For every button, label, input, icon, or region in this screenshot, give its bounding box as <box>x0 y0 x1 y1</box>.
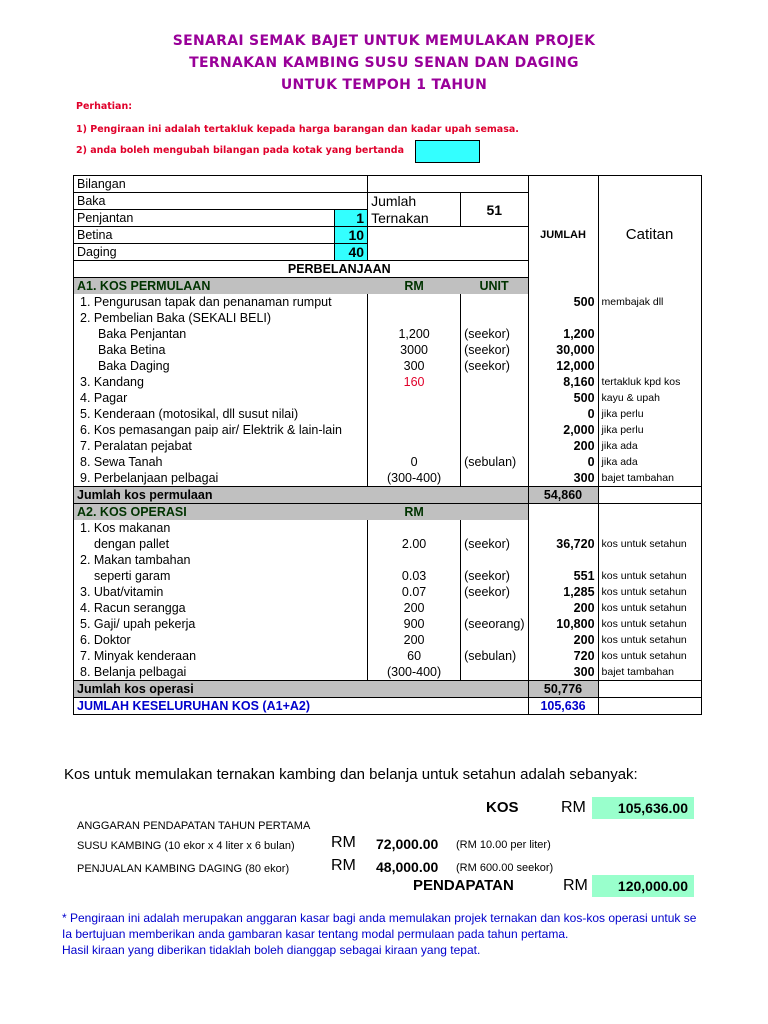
susu-note: (RM 10.00 per liter) <box>456 839 551 851</box>
jumlah-header: JUMLAH <box>528 176 598 295</box>
susu-value: 72,000.00 <box>376 836 439 852</box>
jumlah-ternakan-value: 51 <box>461 193 528 227</box>
table-row: 9. Perbelanjaan pelbagai (300-400) 300 bajet tambahan <box>74 470 702 487</box>
table-row: 6. Kos pemasangan paip air/ Elektrik & lain-lain 2,000 jika perlu <box>74 422 702 438</box>
susu-label: SUSU KAMBING (10 ekor x 4 liter x 6 bulan) <box>77 840 295 852</box>
table-row: 2. Makan tambahan <box>74 552 702 568</box>
penjantan-input[interactable]: 1 <box>335 210 368 227</box>
notice-heading: Perhatian: <box>76 101 133 112</box>
income-heading: ANGGARAN PENDAPATAN TAHUN PERTAMA <box>77 820 311 832</box>
penjantan-label: Penjantan <box>74 210 335 227</box>
table-row: 8. Belanja pelbagai (300-400) 300 bajet tambahan <box>74 664 702 681</box>
a1-rm-header: RM <box>368 278 461 295</box>
kos-rm: RM <box>561 799 586 816</box>
table-row: dengan pallet 2.00 (seekor) 36,720 kos untuk setahun <box>74 536 702 552</box>
pendapatan-value: 120,000.00 <box>592 875 694 897</box>
jual-label: PENJUALAN KAMBING DAGING (80 ekor) <box>77 863 290 875</box>
a2-heading: A2. KOS OPERASI <box>74 504 335 521</box>
footnote-line-1: * Pengiraan ini adalah merupakan anggaran kasar bagi anda memulakan projek ternakan dan kos-kos operasi untuk se <box>62 911 697 925</box>
betina-label: Betina <box>74 227 335 244</box>
daging-input[interactable]: 40 <box>335 244 368 261</box>
betina-input[interactable]: 10 <box>335 227 368 244</box>
title-line-1: SENARAI SEMAK BAJET UNTUK MEMULAKAN PROJEK <box>172 33 596 49</box>
a2-total-value: 50,776 <box>528 681 598 698</box>
table-row: 1. Pengurusan tapak dan penanaman rumput 500 membajak dll <box>74 294 702 310</box>
table-row: 7. Minyak kenderaan 60 (sebulan) 720 kos untuk setahun <box>74 648 702 664</box>
jual-note: (RM 600.00 seekor) <box>456 862 554 874</box>
grand-total-value: 105,636 <box>528 698 598 715</box>
kos-label: KOS <box>486 799 519 816</box>
notice-item-1: 1) Pengiraan ini adalah tertakluk kepada harga barangan dan kadar upah semasa. <box>76 124 519 135</box>
table-row: 5. Gaji/ upah pekerja 900 (seeorang) 10,800 kos untuk setahun <box>74 616 702 632</box>
a1-total-value: 54,860 <box>528 487 598 504</box>
table-row: 6. Doktor 200 200 kos untuk setahun <box>74 632 702 648</box>
table-row: Baka Betina 3000 (seekor) 30,000 <box>74 342 702 358</box>
grand-total-label: JUMLAH KESELURUHAN KOS (A1+A2) <box>74 698 529 715</box>
bilangan-label: Bilangan <box>74 176 335 193</box>
pendapatan-rm: RM <box>563 877 588 894</box>
editable-cell-legend <box>415 140 480 163</box>
a1-heading: A1. KOS PERMULAAN <box>74 278 335 295</box>
catitan-header: Catitan <box>598 176 701 295</box>
pendapatan-label: PENDAPATAN <box>413 877 514 894</box>
title-line-2: TERNAKAN KAMBING SUSU SENAN DAN DAGING <box>189 55 579 71</box>
title-line-3: UNTUK TEMPOH 1 TAHUN <box>280 77 488 93</box>
susu-rm: RM <box>331 834 356 851</box>
a1-unit-header: UNIT <box>461 278 528 295</box>
jumlah-ternakan-label-1: Jumlah <box>368 193 461 210</box>
perbelanjaan-heading: PERBELANJAAN <box>74 261 529 278</box>
table-row: 3. Kandang 160 8,160 tertakluk kpd kos <box>74 374 702 390</box>
a1-total-label: Jumlah kos permulaan <box>74 487 335 504</box>
notice-item-2: 2) anda boleh mengubah bilangan pada kotak yang bertanda <box>76 145 404 156</box>
table-row: 8. Sewa Tanah 0 (sebulan) 0 jika ada <box>74 454 702 470</box>
daging-label: Daging <box>74 244 335 261</box>
table-row: Baka Daging 300 (seekor) 12,000 <box>74 358 702 374</box>
table-row: 3. Ubat/vitamin 0.07 (seekor) 1,285 kos untuk setahun <box>74 584 702 600</box>
table-row: 1. Kos makanan <box>74 520 702 536</box>
jual-value: 48,000.00 <box>376 859 439 875</box>
a2-rm-header: RM <box>368 504 461 521</box>
summary-sentence: Kos untuk memulakan ternakan kambing dan belanja untuk setahun adalah sebanyak: <box>64 766 638 783</box>
budget-table <box>73 175 702 715</box>
table-row: Baka Penjantan 1,200 (seekor) 1,200 <box>74 326 702 342</box>
table-row: 4. Pagar 500 kayu & upah <box>74 390 702 406</box>
table-row: 7. Peralatan pejabat 200 jika ada <box>74 438 702 454</box>
table-row: seperti garam 0.03 (seekor) 551 kos untuk setahun <box>74 568 702 584</box>
jumlah-ternakan-label-2: Ternakan <box>368 210 461 227</box>
kos-value: 105,636.00 <box>592 797 694 819</box>
baka-label: Baka <box>74 193 335 210</box>
table-row: 5. Kenderaan (motosikal, dll susut nilai) 0 jika perlu <box>74 406 702 422</box>
footnote-line-2: Ia bertujuan memberikan anda gambaran kasar tentang modal permulaan pada tahun pertama. <box>62 927 569 941</box>
jual-rm: RM <box>331 857 356 874</box>
footnote-line-3: Hasil kiraan yang diberikan tidaklah boleh dianggap sebagai kiraan yang tepat. <box>62 943 481 957</box>
table-row: 2. Pembelian Baka (SEKALI BELI) <box>74 310 702 326</box>
a2-total-label: Jumlah kos operasi <box>74 681 335 698</box>
table-row: 4. Racun serangga 200 200 kos untuk setahun <box>74 600 702 616</box>
